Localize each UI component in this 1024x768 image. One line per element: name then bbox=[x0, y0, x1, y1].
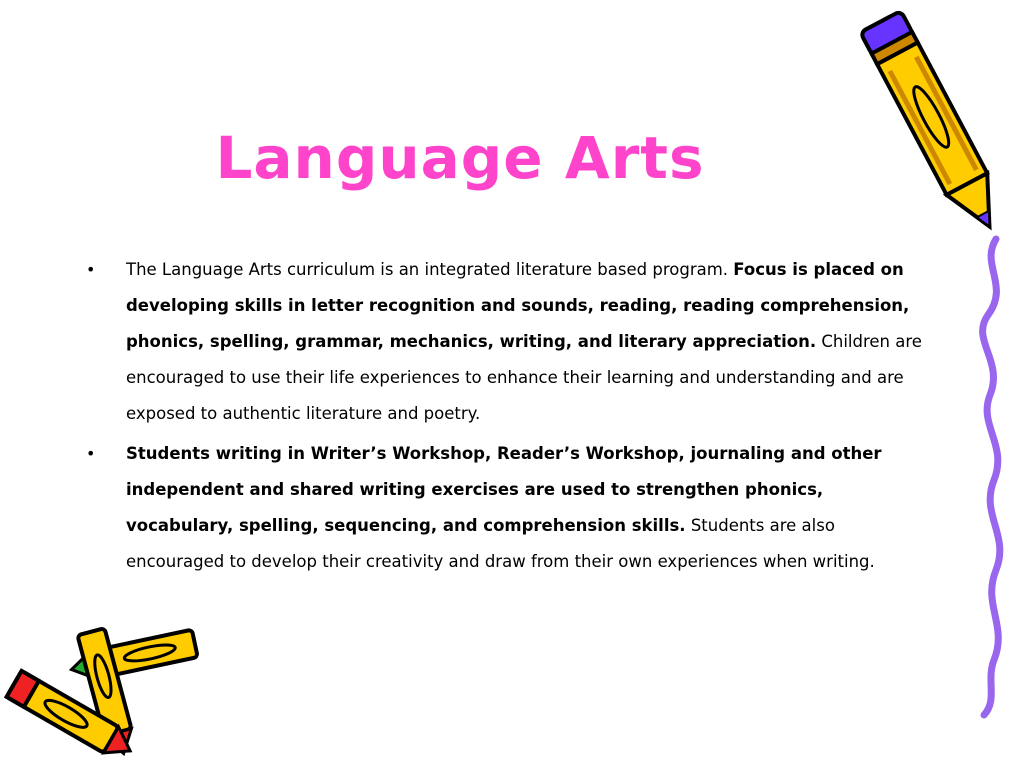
bullet-marker: • bbox=[86, 444, 96, 463]
bullet-marker: • bbox=[86, 260, 96, 279]
bullet-list bbox=[86, 252, 926, 584]
bullet-text-regular: The Language Arts curriculum is an integrated literature based program. bbox=[126, 260, 734, 279]
bullet-text bbox=[126, 252, 926, 432]
bullet-text-bold: Focus is placed on developing skills in letter recognition and sounds, reading, reading comprehension, phonics, spelling, grammar, mechanics, writing, and literary appreciation. bbox=[126, 260, 910, 351]
pencil-icon bbox=[860, 4, 1010, 244]
bullet-text bbox=[126, 436, 926, 580]
bullet-text-bold: Students writing in Writer’s Workshop, Reader’s Workshop, journaling and other independent and shared writing exercises are used to strengthen phonics, vocabulary, spelling, sequencing, and comprehension skills. bbox=[126, 444, 882, 535]
bullet-text-regular: Students are also encouraged to develop their creativity and draw from their own experiences when writing. bbox=[126, 516, 875, 571]
slide-title: Language Arts bbox=[215, 124, 705, 192]
bullet-item bbox=[86, 436, 926, 580]
bullet-item bbox=[86, 252, 926, 432]
squiggle-line-icon bbox=[960, 235, 1020, 720]
crayon-icon bbox=[0, 615, 210, 765]
bullet-text-regular: Children are encouraged to use their life experiences to enhance their learning and understanding and are exposed to authentic literature and poetry. bbox=[126, 332, 922, 423]
